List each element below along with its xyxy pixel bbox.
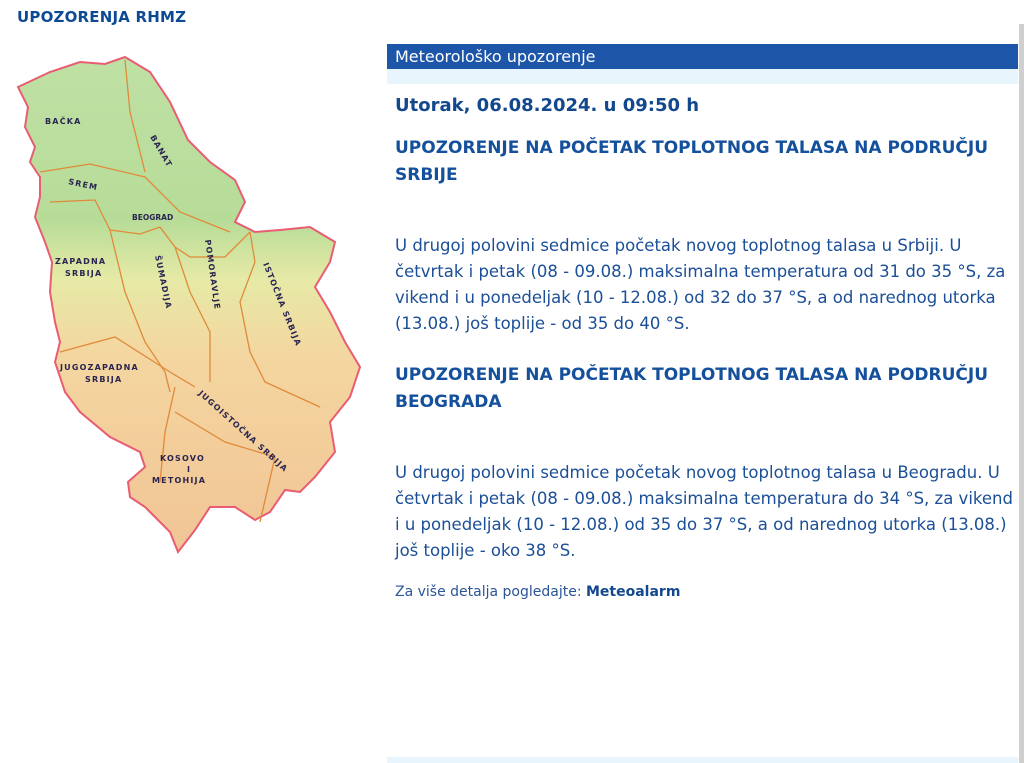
region-banat[interactable]: BANAT [148,133,175,170]
warning-title-serbia: UPOZORENJE NA POČETAK TOPLOTNOG TALASA NA PODRUČJU SRBIJE [395,138,989,185]
region-kosovo-3[interactable]: METOHIJA [152,476,207,485]
footer-text: Za više detalja pogledajte: [395,584,582,600]
region-jugozapadna-srbija-2[interactable]: SRBIJA [85,375,123,384]
warning-body-serbia: U drugoj polovini sedmice početak novog toplotnog talasa u Srbiji. U četvrtak i petak (08 - 09.08.) maksimalna temperatura od 31 do 35 °S, za vikend i u ponedeljak (10 - 12.08.) od 32 do 37 °S, a od narednog utorka (13.08.) još toplije - od 35 do 40 °S. [395,236,1006,333]
region-backa[interactable]: BAČKA [45,117,82,126]
region-sumadija[interactable]: ŠUMADIJA [153,254,174,311]
region-jugozapadna-srbija-1[interactable]: JUGOZAPADNA [60,363,139,372]
warning-body-belgrade: U drugoj polovini sedmice početak novog toplotnog talasa u Beogradu. U četvrtak i petak (08 - 09.08.) maksimalna temperatura do 34 °S, za vikend i u ponedeljak (10 - 12.08.) od 35 do 37 °S, a od narednog utorka (13.08.) još toplije - oko 38 °S. [395,463,1013,560]
region-pomoravlje[interactable]: POMORAVLJE [203,239,222,311]
details-footer [395,584,1018,600]
serbia-regions-map[interactable] [10,52,370,562]
panel-subbar [387,69,1018,84]
region-kosovo-2[interactable]: I [187,465,192,474]
site-title: UPOZORENJA RHMZ [17,8,187,26]
warning-panel [387,44,1018,763]
region-srem[interactable]: SREM [67,177,99,193]
panel-bottom-strip [387,757,1018,763]
warning-title-belgrade: UPOZORENJE NA POČETAK TOPLOTNOG TALASA NA PODRUČJU BEOGRADA [395,365,989,412]
region-istocna-srbija[interactable]: ISTOČNA SRBIJA [261,261,304,348]
scrollbar[interactable] [1019,24,1024,763]
panel-header: Meteorološko upozorenje [387,44,1018,69]
region-zapadna-srbija-1[interactable]: ZAPADNA [55,257,107,266]
region-kosovo-1[interactable]: KOSOVO [160,454,206,463]
region-zapadna-srbija-2[interactable]: SRBIJA [65,269,103,278]
warning-date: Utorak, 06.08.2024. u 09:50 h [395,95,700,116]
region-jugoistocna-srbija[interactable]: JUGOISTOČNA SRBIJA [196,388,290,474]
region-beograd[interactable]: BEOGRAD [132,213,174,222]
meteoalarm-link[interactable]: Meteoalarm [586,584,681,600]
